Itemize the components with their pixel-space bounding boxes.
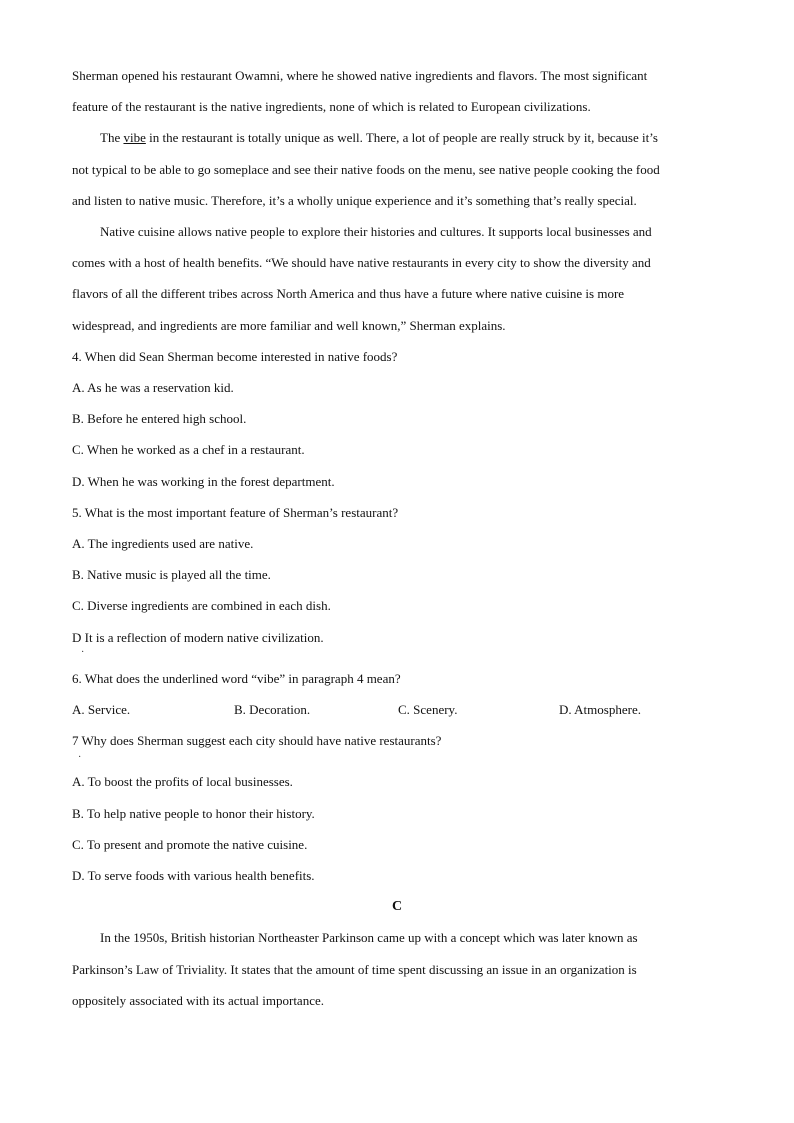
question-5-option-b: B. Native music is played all the time. <box>72 567 271 583</box>
question-7-option-b: B. To help native people to honor their history. <box>72 805 315 821</box>
question-4-option-a: A. As he was a reservation kid. <box>72 380 234 396</box>
question-6-option-d: D. Atmosphere. <box>559 702 641 718</box>
question-6-options <box>72 694 722 725</box>
passage-c-p1-line3: oppositely associated with its actual importance. <box>72 992 324 1008</box>
passage-b-p5-line4: widespread, and ingredients are more familiar and well known,” Sherman explains. <box>72 317 506 333</box>
underlined-word-vibe: vibe <box>123 130 146 146</box>
passage-b-p3-line1: Sherman opened his restaurant Owamni, where he showed native ingredients and flavors. The most significant <box>72 68 648 83</box>
passage-b-p4-line2: not typical to be able to go someplace and see their native foods on the menu, see native people cooking the food <box>72 161 660 177</box>
passage-b-p4-line3: and listen to native music. Therefore, it’s a wholly unique experience and it’s something that’s really special. <box>72 192 637 208</box>
question-4-option-c: C. When he worked as a chef in a restaurant. <box>72 442 305 458</box>
passage-b-p5-line2: comes with a host of health benefits. “We should have native restaurants in every city to show the diversity and <box>72 255 651 271</box>
question-4-stem: 4. When did Sean Sherman become interested in native foods? <box>72 348 398 364</box>
question-5-option-a: A. The ingredients used are native. <box>72 536 254 552</box>
question-7-option-d: D. To serve foods with various health benefits. <box>72 868 315 884</box>
question-4-option-b: B. Before he entered high school. <box>72 411 247 427</box>
question-5-option-d: D It is a reflection of modern native civilization. <box>72 629 324 645</box>
passage-b-p3-line2: feature of the restaurant is the native ingredients, none of which is related to European civilizations. <box>72 99 591 115</box>
question-6-option-b: B. Decoration. <box>234 702 311 718</box>
text-run: The <box>100 130 124 146</box>
stray-mark: · <box>78 752 82 763</box>
passage-b-p5-line1: Native cuisine allows native people to explore their histories and cultures. It supports local businesses and <box>100 224 652 240</box>
passage-c-p1-line2: Parkinson’s Law of Triviality. It states that the amount of time spent discussing an issue in an organization is <box>72 961 637 977</box>
section-heading-c: C <box>391 899 403 915</box>
question-6-option-a: A. Service. <box>72 702 131 718</box>
passage-b-p5-line3: flavors of all the different tribes across North America and thus have a future where native cuisine is more <box>72 286 625 302</box>
text-run: in the restaurant is totally unique as well. There, a lot of people are really struck by it, because it’s <box>145 130 658 146</box>
question-7-option-a: A. To boost the profits of local businesses. <box>72 774 293 790</box>
document-page <box>72 60 722 1016</box>
question-5-option-c: C. Diverse ingredients are combined in each dish. <box>72 598 331 614</box>
question-4-option-d: D. When he was working in the forest department. <box>72 473 335 489</box>
stray-mark: · <box>81 647 85 658</box>
question-7-stem: 7 Why does Sherman suggest each city should have native restaurants? <box>72 733 442 749</box>
question-5-stem: 5. What is the most important feature of Sherman’s restaurant? <box>72 504 399 520</box>
question-6-option-c: C. Scenery. <box>398 702 458 718</box>
question-7-option-c: C. To present and promote the native cuisine. <box>72 836 308 852</box>
passage-b-p4-line1 <box>72 122 722 153</box>
question-6-stem: 6. What does the underlined word “vibe” in paragraph 4 mean? <box>72 670 401 686</box>
passage-c-p1-line1: In the 1950s, British historian Northeaster Parkinson came up with a concept which was later known as <box>100 930 638 946</box>
